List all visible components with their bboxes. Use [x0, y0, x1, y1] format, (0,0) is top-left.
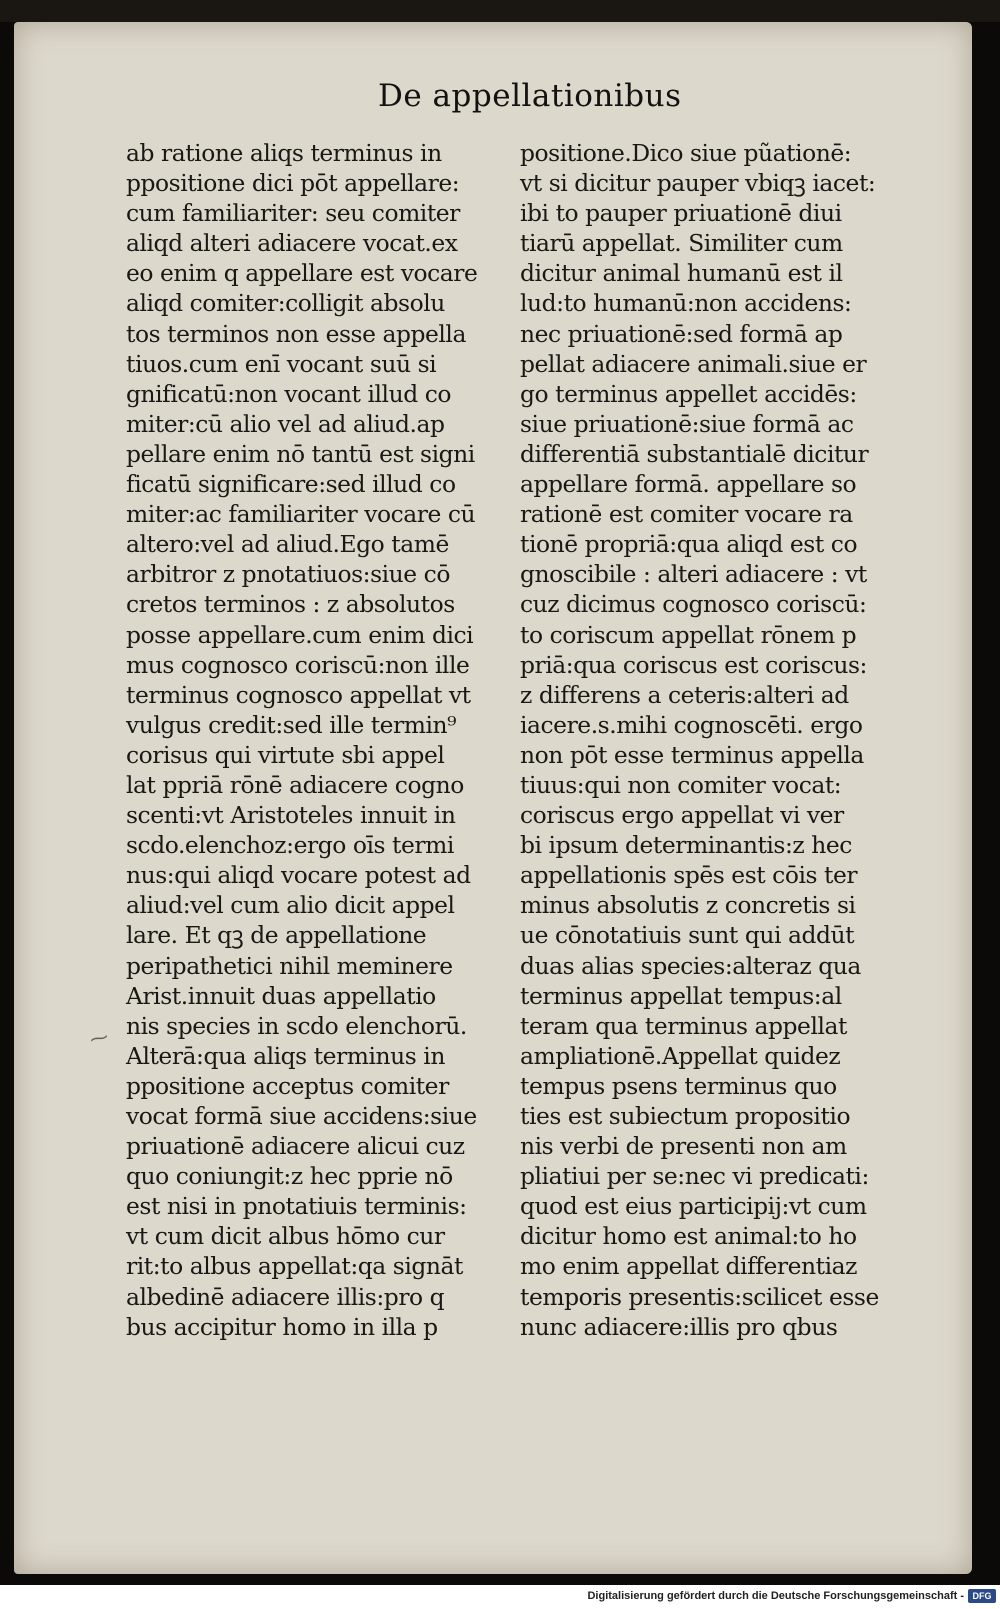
text-line: priā:qua coriscus est coriscus: — [520, 650, 867, 679]
text-line: z differens a ceteris:alteri ad — [520, 680, 849, 709]
text-line: terminus appellat tempus:al — [520, 981, 842, 1010]
text-line: rit:to albus appellat:qa signāt — [126, 1252, 463, 1281]
text-line: ties est subiectum propositio — [520, 1102, 851, 1130]
funding-note: Digitalisierung gefördert durch die Deutsche Forschungsgemeinschaft - — [587, 1590, 964, 1602]
text-line: ab ratione aliqs terminus in — [126, 139, 442, 167]
text-line: go terminus appellet accidēs: — [520, 379, 857, 408]
text-line: Arist.innuit duas appellatio — [126, 981, 436, 1010]
text-line: tiuus:qui non comiter vocat: — [520, 770, 842, 799]
running-head: De appellationibus — [378, 78, 682, 114]
text-line: pellare enim nō tantū est signi — [126, 439, 475, 468]
text-line: mus cognosco coriscū:non ille — [126, 650, 470, 679]
text-line: teram qua terminus appellat — [520, 1011, 847, 1040]
text-line: cuz dicimus cognosco coriscū: — [520, 590, 867, 619]
text-line: vt si dicitur pauper vbiqꝫ iacet: — [520, 169, 876, 198]
text-line: differentiā substantialē dicitur — [520, 439, 869, 468]
right-text-column — [520, 138, 890, 1342]
left-text-column — [126, 138, 496, 1342]
text-line: arbitror z pnotatiuos:siue cō — [126, 560, 450, 589]
text-line: pellat adiacere animali.siue er — [520, 349, 867, 378]
text-line: vocat formā siue accidens:siue — [126, 1102, 477, 1130]
text-line: Alterā:qua aliqs terminus in — [126, 1041, 445, 1070]
text-line: minus absolutis z concretis si — [520, 891, 856, 920]
text-line: ampliationē.Appellat quidez — [520, 1041, 841, 1070]
text-line: gnificatū:non vocant illud co — [126, 379, 451, 408]
text-line: peripathetici nihil meminere — [126, 951, 453, 980]
text-line: coriscus ergo appellat vi ver — [520, 801, 844, 830]
text-line: nunc adiacere:illis pro qbus — [520, 1312, 838, 1341]
text-line: ibi to pauper priuationē diui — [520, 199, 842, 228]
text-line: to coriscum appellat rōnem p — [520, 620, 857, 649]
text-line: nus:qui aliqd vocare potest ad — [126, 861, 471, 890]
text-line: dicitur animal humanū est il — [520, 259, 843, 288]
text-line: nis verbi de presenti non am — [520, 1132, 847, 1161]
text-line: appellationis spēs est cōis ter — [520, 861, 858, 890]
text-line: quo coniungit:z hec pprie nō — [126, 1162, 453, 1191]
text-line: dicitur homo est animal:to ho — [520, 1222, 857, 1251]
marginal-annotation: ⁓ — [88, 1026, 110, 1051]
text-line: tos terminos non esse appella — [126, 319, 466, 348]
text-line: lud:to humanū:non accidens: — [520, 289, 852, 318]
text-line: bus accipitur homo in illa p — [126, 1312, 438, 1341]
text-line: albedinē adiacere illis:pro q — [126, 1282, 445, 1311]
text-line: miter:cū alio vel ad aliud.ap — [126, 409, 445, 438]
text-line: eo enim q appellare est vocare — [126, 259, 478, 288]
text-line: tempus psens terminus quo — [520, 1071, 837, 1100]
text-line: bi ipsum determinantis:z hec — [520, 831, 852, 860]
page-top-edge — [0, 0, 1000, 22]
text-line: aliud:vel cum alio dicit appel — [126, 891, 455, 920]
text-line: tionē propriā:qua aliqd est co — [520, 530, 858, 559]
text-line: duas alias species:alteraz qua — [520, 951, 861, 980]
text-line: priuationē adiacere alicui cuz — [126, 1132, 465, 1161]
text-line: corisus qui virtute sbi appel — [126, 740, 445, 769]
text-line: scenti:vt Aristoteles innuit in — [126, 801, 456, 830]
text-line: lat ppriā rōnē adiacere cogno — [126, 770, 464, 799]
text-line: siue priuationē:siue formā ac — [520, 409, 854, 438]
text-line: aliqd alteri adiacere vocat.ex — [126, 229, 458, 258]
text-line: nis species in scdo elenchorū. — [126, 1011, 467, 1040]
text-line: nec priuationē:sed formā ap — [520, 319, 843, 348]
text-line: mo enim appellat differentiaz — [520, 1252, 857, 1281]
text-line: non pōt esse terminus appella — [520, 740, 864, 769]
text-line: scdo.elenchoz:ergo oīs termi — [126, 831, 454, 860]
text-line: vt cum dicit albus hōmo cur — [126, 1222, 445, 1251]
text-line: terminus cognosco appellat vt — [126, 680, 471, 709]
text-line: posse appellare.cum enim dici — [126, 620, 474, 649]
text-line: cretos terminos : z absolutos — [126, 590, 455, 619]
text-line: ficatū significare:sed illud co — [126, 470, 456, 499]
text-line: pliatiui per se:nec vi predicati: — [520, 1162, 869, 1191]
text-line: altero:vel ad aliud.Ego tamē — [126, 530, 449, 559]
text-line: gnoscibile : alteri adiacere : vt — [520, 560, 867, 589]
text-line: tiuos.cum enī vocant suū si — [126, 349, 437, 378]
text-line: iacere.s.mihi cognoscēti. ergo — [520, 710, 863, 739]
text-line: ue cōnotatiuis sunt qui addūt — [520, 921, 855, 950]
text-line: appellare formā. appellare so — [520, 470, 857, 499]
text-line: est nisi in pnotatiuis terminis: — [126, 1192, 467, 1221]
dfg-logo-icon: DFG — [968, 1589, 996, 1603]
text-line: positione.Dico siue pũationē: — [520, 139, 852, 167]
text-line: lare. Et qꝫ de appellatione — [126, 921, 427, 950]
footer-bar — [0, 1585, 1000, 1609]
text-line: ppositione acceptus comiter — [126, 1071, 449, 1100]
text-line: aliqd comiter:colligit absolu — [126, 289, 445, 318]
text-line: temporis presentis:scilicet esse — [520, 1282, 879, 1311]
text-line: vulgus credit:sed ille termin⁹ — [126, 710, 457, 739]
text-line: tiarū appellat. Similiter cum — [520, 229, 843, 258]
text-line: quod est eius participij:vt cum — [520, 1192, 867, 1221]
text-line: cum familiariter: seu comiter — [126, 199, 460, 228]
text-line: rationē est comiter vocare ra — [520, 500, 853, 529]
text-line: ppositione dici pōt appellare: — [126, 169, 460, 198]
text-line: miter:ac familiariter vocare cū — [126, 500, 476, 529]
